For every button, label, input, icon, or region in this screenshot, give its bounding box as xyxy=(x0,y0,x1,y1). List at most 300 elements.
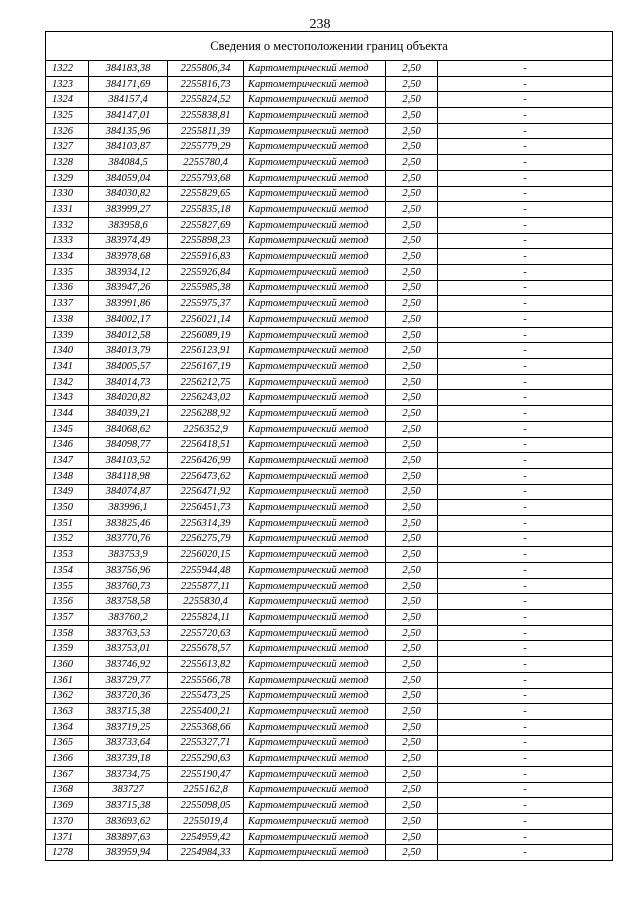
cell-point-number: 1369 xyxy=(46,798,89,814)
cell-description: - xyxy=(438,515,613,531)
table-row xyxy=(46,515,613,531)
cell-coord-x: 383996,1 xyxy=(89,500,168,516)
cell-accuracy: 2,50 xyxy=(386,766,438,782)
cell-point-number: 1337 xyxy=(46,296,89,312)
table-row xyxy=(46,264,613,280)
cell-method: Картометрический метод xyxy=(244,155,386,171)
table-row xyxy=(46,61,613,77)
table-row xyxy=(46,390,613,406)
table-row xyxy=(46,531,613,547)
cell-point-number: 1343 xyxy=(46,390,89,406)
cell-coord-y: 2255835,18 xyxy=(168,202,244,218)
cell-coord-x: 383756,96 xyxy=(89,563,168,579)
cell-description: - xyxy=(438,751,613,767)
cell-description: - xyxy=(438,155,613,171)
cell-accuracy: 2,50 xyxy=(386,672,438,688)
cell-accuracy: 2,50 xyxy=(386,374,438,390)
cell-coord-y: 2256243,02 xyxy=(168,390,244,406)
cell-coord-x: 383739,18 xyxy=(89,751,168,767)
table-row xyxy=(46,610,613,626)
cell-accuracy: 2,50 xyxy=(386,688,438,704)
cell-method: Картометрический метод xyxy=(244,515,386,531)
table-row xyxy=(46,798,613,814)
cell-method: Картометрический метод xyxy=(244,453,386,469)
cell-coord-x: 384020,82 xyxy=(89,390,168,406)
cell-coord-x: 383720,36 xyxy=(89,688,168,704)
cell-coord-x: 384171,69 xyxy=(89,76,168,92)
cell-coord-x: 383734,75 xyxy=(89,766,168,782)
cell-method: Картометрический метод xyxy=(244,845,386,861)
cell-method: Картометрический метод xyxy=(244,766,386,782)
table-row xyxy=(46,766,613,782)
cell-point-number: 1330 xyxy=(46,186,89,202)
cell-coord-x: 384098,77 xyxy=(89,437,168,453)
cell-coord-y: 2255162,8 xyxy=(168,782,244,798)
cell-method: Картометрический метод xyxy=(244,672,386,688)
boundary-coordinates-table xyxy=(45,31,613,861)
cell-point-number: 1332 xyxy=(46,217,89,233)
cell-coord-x: 383897,63 xyxy=(89,829,168,845)
cell-coord-y: 2256451,73 xyxy=(168,500,244,516)
cell-coord-y: 2255985,38 xyxy=(168,280,244,296)
cell-method: Картометрический метод xyxy=(244,719,386,735)
table-body xyxy=(46,61,613,861)
table-row xyxy=(46,594,613,610)
cell-method: Картометрический метод xyxy=(244,123,386,139)
cell-description: - xyxy=(438,123,613,139)
cell-point-number: 1348 xyxy=(46,468,89,484)
cell-coord-y: 2255290,63 xyxy=(168,751,244,767)
cell-accuracy: 2,50 xyxy=(386,390,438,406)
cell-coord-x: 384135,96 xyxy=(89,123,168,139)
cell-method: Картометрический метод xyxy=(244,280,386,296)
cell-method: Картометрический метод xyxy=(244,641,386,657)
cell-coord-x: 384103,52 xyxy=(89,453,168,469)
cell-coord-y: 2254984,33 xyxy=(168,845,244,861)
table-row xyxy=(46,374,613,390)
cell-coord-x: 384157,4 xyxy=(89,92,168,108)
cell-coord-y: 2256471,92 xyxy=(168,484,244,500)
cell-accuracy: 2,50 xyxy=(386,186,438,202)
cell-coord-y: 2256314,39 xyxy=(168,515,244,531)
page-number: 238 xyxy=(309,17,331,32)
cell-description: - xyxy=(438,280,613,296)
table-row xyxy=(46,719,613,735)
cell-accuracy: 2,50 xyxy=(386,641,438,657)
cell-description: - xyxy=(438,92,613,108)
cell-accuracy: 2,50 xyxy=(386,845,438,861)
table-row xyxy=(46,814,613,830)
cell-coord-x: 384012,58 xyxy=(89,327,168,343)
cell-accuracy: 2,50 xyxy=(386,782,438,798)
cell-coord-x: 383719,25 xyxy=(89,719,168,735)
cell-description: - xyxy=(438,719,613,735)
cell-coord-y: 2256212,75 xyxy=(168,374,244,390)
cell-point-number: 1364 xyxy=(46,719,89,735)
cell-point-number: 1351 xyxy=(46,515,89,531)
table-row xyxy=(46,704,613,720)
cell-coord-y: 2255368,66 xyxy=(168,719,244,735)
cell-coord-x: 383753,9 xyxy=(89,547,168,563)
table-row xyxy=(46,672,613,688)
cell-accuracy: 2,50 xyxy=(386,531,438,547)
cell-description: - xyxy=(438,249,613,265)
cell-accuracy: 2,50 xyxy=(386,547,438,563)
table-row xyxy=(46,76,613,92)
cell-method: Картометрический метод xyxy=(244,735,386,751)
cell-accuracy: 2,50 xyxy=(386,327,438,343)
cell-coord-y: 2255944,48 xyxy=(168,563,244,579)
cell-coord-y: 2255678,57 xyxy=(168,641,244,657)
cell-coord-y: 2255473,25 xyxy=(168,688,244,704)
table-row xyxy=(46,312,613,328)
cell-accuracy: 2,50 xyxy=(386,406,438,422)
cell-coord-y: 2255830,4 xyxy=(168,594,244,610)
table-row xyxy=(46,139,613,155)
table-row xyxy=(46,468,613,484)
cell-accuracy: 2,50 xyxy=(386,108,438,124)
cell-accuracy: 2,50 xyxy=(386,264,438,280)
cell-coord-x: 383770,76 xyxy=(89,531,168,547)
table-row xyxy=(46,641,613,657)
cell-point-number: 1352 xyxy=(46,531,89,547)
table-row xyxy=(46,343,613,359)
cell-description: - xyxy=(438,547,613,563)
cell-description: - xyxy=(438,594,613,610)
cell-description: - xyxy=(438,233,613,249)
cell-accuracy: 2,50 xyxy=(386,500,438,516)
cell-accuracy: 2,50 xyxy=(386,437,438,453)
cell-coord-x: 383825,46 xyxy=(89,515,168,531)
table-row xyxy=(46,170,613,186)
cell-coord-y: 2256167,19 xyxy=(168,359,244,375)
cell-point-number: 1323 xyxy=(46,76,89,92)
table-row xyxy=(46,202,613,218)
cell-coord-y: 2256418,51 xyxy=(168,437,244,453)
cell-accuracy: 2,50 xyxy=(386,202,438,218)
cell-description: - xyxy=(438,421,613,437)
cell-point-number: 1360 xyxy=(46,657,89,673)
table-row xyxy=(46,217,613,233)
cell-coord-y: 2255780,4 xyxy=(168,155,244,171)
cell-accuracy: 2,50 xyxy=(386,421,438,437)
table-row xyxy=(46,547,613,563)
cell-point-number: 1335 xyxy=(46,264,89,280)
cell-point-number: 1340 xyxy=(46,343,89,359)
cell-accuracy: 2,50 xyxy=(386,280,438,296)
cell-coord-x: 384118,98 xyxy=(89,468,168,484)
cell-description: - xyxy=(438,782,613,798)
cell-point-number: 1344 xyxy=(46,406,89,422)
cell-method: Картометрический метод xyxy=(244,233,386,249)
cell-point-number: 1366 xyxy=(46,751,89,767)
cell-point-number: 1349 xyxy=(46,484,89,500)
cell-point-number: 1370 xyxy=(46,814,89,830)
cell-point-number: 1324 xyxy=(46,92,89,108)
cell-description: - xyxy=(438,610,613,626)
cell-coord-y: 2255779,29 xyxy=(168,139,244,155)
cell-coord-y: 2255400,21 xyxy=(168,704,244,720)
cell-method: Картометрический метод xyxy=(244,782,386,798)
cell-coord-y: 2255793,68 xyxy=(168,170,244,186)
cell-description: - xyxy=(438,766,613,782)
cell-coord-y: 2256473,62 xyxy=(168,468,244,484)
cell-coord-x: 384103,87 xyxy=(89,139,168,155)
cell-coord-x: 383693,62 xyxy=(89,814,168,830)
cell-coord-x: 383934,12 xyxy=(89,264,168,280)
table-row xyxy=(46,437,613,453)
table-row xyxy=(46,359,613,375)
cell-accuracy: 2,50 xyxy=(386,719,438,735)
table-row xyxy=(46,625,613,641)
cell-description: - xyxy=(438,170,613,186)
table-row xyxy=(46,453,613,469)
cell-coord-x: 383991,86 xyxy=(89,296,168,312)
table-row xyxy=(46,249,613,265)
table-row xyxy=(46,578,613,594)
cell-description: - xyxy=(438,139,613,155)
cell-coord-y: 2255838,81 xyxy=(168,108,244,124)
cell-method: Картометрический метод xyxy=(244,108,386,124)
cell-method: Картометрический метод xyxy=(244,249,386,265)
cell-method: Картометрический метод xyxy=(244,468,386,484)
cell-method: Картометрический метод xyxy=(244,139,386,155)
cell-description: - xyxy=(438,814,613,830)
cell-description: - xyxy=(438,327,613,343)
cell-point-number: 1367 xyxy=(46,766,89,782)
cell-point-number: 1327 xyxy=(46,139,89,155)
cell-coord-x: 384059,04 xyxy=(89,170,168,186)
cell-accuracy: 2,50 xyxy=(386,484,438,500)
table-row xyxy=(46,296,613,312)
cell-method: Картометрический метод xyxy=(244,76,386,92)
cell-coord-y: 2255975,37 xyxy=(168,296,244,312)
cell-accuracy: 2,50 xyxy=(386,312,438,328)
cell-method: Картометрический метод xyxy=(244,202,386,218)
cell-coord-x: 383753,01 xyxy=(89,641,168,657)
table-row xyxy=(46,155,613,171)
cell-coord-y: 2255898,23 xyxy=(168,233,244,249)
cell-point-number: 1334 xyxy=(46,249,89,265)
cell-accuracy: 2,50 xyxy=(386,704,438,720)
cell-description: - xyxy=(438,829,613,845)
cell-description: - xyxy=(438,657,613,673)
cell-coord-y: 2255327,71 xyxy=(168,735,244,751)
cell-coord-y: 2255019,4 xyxy=(168,814,244,830)
table-row xyxy=(46,500,613,516)
cell-point-number: 1363 xyxy=(46,704,89,720)
table-row xyxy=(46,406,613,422)
cell-point-number: 1278 xyxy=(46,845,89,861)
cell-coord-x: 384002,17 xyxy=(89,312,168,328)
cell-description: - xyxy=(438,704,613,720)
cell-accuracy: 2,50 xyxy=(386,139,438,155)
table-row xyxy=(46,845,613,861)
cell-coord-x: 384183,38 xyxy=(89,61,168,77)
cell-coord-x: 383958,6 xyxy=(89,217,168,233)
cell-coord-x: 384074,87 xyxy=(89,484,168,500)
cell-point-number: 1365 xyxy=(46,735,89,751)
cell-point-number: 1361 xyxy=(46,672,89,688)
cell-method: Картометрический метод xyxy=(244,563,386,579)
cell-point-number: 1347 xyxy=(46,453,89,469)
cell-coord-x: 383733,64 xyxy=(89,735,168,751)
cell-coord-x: 383760,73 xyxy=(89,578,168,594)
cell-accuracy: 2,50 xyxy=(386,170,438,186)
cell-coord-y: 2255824,52 xyxy=(168,92,244,108)
cell-description: - xyxy=(438,343,613,359)
cell-point-number: 1355 xyxy=(46,578,89,594)
cell-method: Картометрический метод xyxy=(244,406,386,422)
table-row xyxy=(46,186,613,202)
cell-point-number: 1350 xyxy=(46,500,89,516)
cell-accuracy: 2,50 xyxy=(386,359,438,375)
cell-coord-y: 2256021,14 xyxy=(168,312,244,328)
cell-accuracy: 2,50 xyxy=(386,343,438,359)
cell-point-number: 1339 xyxy=(46,327,89,343)
cell-accuracy: 2,50 xyxy=(386,92,438,108)
cell-accuracy: 2,50 xyxy=(386,76,438,92)
cell-method: Картометрический метод xyxy=(244,625,386,641)
cell-accuracy: 2,50 xyxy=(386,453,438,469)
cell-method: Картометрический метод xyxy=(244,610,386,626)
cell-point-number: 1368 xyxy=(46,782,89,798)
cell-description: - xyxy=(438,672,613,688)
cell-description: - xyxy=(438,359,613,375)
cell-description: - xyxy=(438,453,613,469)
table-row xyxy=(46,280,613,296)
cell-point-number: 1354 xyxy=(46,563,89,579)
cell-coord-y: 2256020,15 xyxy=(168,547,244,563)
cell-coord-x: 384030,82 xyxy=(89,186,168,202)
cell-method: Картометрический метод xyxy=(244,343,386,359)
cell-coord-y: 2256426,99 xyxy=(168,453,244,469)
cell-description: - xyxy=(438,61,613,77)
cell-coord-x: 383974,49 xyxy=(89,233,168,249)
cell-point-number: 1329 xyxy=(46,170,89,186)
cell-point-number: 1362 xyxy=(46,688,89,704)
cell-coord-y: 2255098,05 xyxy=(168,798,244,814)
cell-point-number: 1341 xyxy=(46,359,89,375)
cell-coord-y: 2255613,82 xyxy=(168,657,244,673)
table-row xyxy=(46,782,613,798)
cell-method: Картометрический метод xyxy=(244,704,386,720)
cell-coord-x: 384039,21 xyxy=(89,406,168,422)
cell-accuracy: 2,50 xyxy=(386,249,438,265)
cell-description: - xyxy=(438,217,613,233)
cell-method: Картометрический метод xyxy=(244,688,386,704)
cell-coord-x: 384147,01 xyxy=(89,108,168,124)
cell-method: Картометрический метод xyxy=(244,61,386,77)
cell-accuracy: 2,50 xyxy=(386,814,438,830)
cell-coord-y: 2255720,63 xyxy=(168,625,244,641)
cell-accuracy: 2,50 xyxy=(386,657,438,673)
cell-accuracy: 2,50 xyxy=(386,515,438,531)
cell-method: Картометрический метод xyxy=(244,578,386,594)
cell-accuracy: 2,50 xyxy=(386,217,438,233)
cell-coord-y: 2255190,47 xyxy=(168,766,244,782)
cell-method: Картометрический метод xyxy=(244,829,386,845)
cell-accuracy: 2,50 xyxy=(386,61,438,77)
cell-coord-x: 383715,38 xyxy=(89,704,168,720)
cell-description: - xyxy=(438,845,613,861)
cell-method: Картометрический метод xyxy=(244,547,386,563)
cell-description: - xyxy=(438,625,613,641)
cell-coord-y: 2255829,65 xyxy=(168,186,244,202)
cell-coord-x: 383763,53 xyxy=(89,625,168,641)
cell-coord-x: 383978,68 xyxy=(89,249,168,265)
cell-accuracy: 2,50 xyxy=(386,578,438,594)
cell-method: Картометрический метод xyxy=(244,594,386,610)
cell-coord-x: 384084,5 xyxy=(89,155,168,171)
cell-coord-x: 384068,62 xyxy=(89,421,168,437)
cell-coord-y: 2255816,73 xyxy=(168,76,244,92)
cell-accuracy: 2,50 xyxy=(386,610,438,626)
cell-coord-y: 2255877,11 xyxy=(168,578,244,594)
cell-description: - xyxy=(438,798,613,814)
cell-method: Картометрический метод xyxy=(244,170,386,186)
table-row xyxy=(46,233,613,249)
cell-description: - xyxy=(438,390,613,406)
cell-point-number: 1342 xyxy=(46,374,89,390)
table-row xyxy=(46,735,613,751)
cell-coord-y: 2256089,19 xyxy=(168,327,244,343)
table-row xyxy=(46,688,613,704)
cell-description: - xyxy=(438,437,613,453)
cell-accuracy: 2,50 xyxy=(386,468,438,484)
cell-description: - xyxy=(438,202,613,218)
cell-point-number: 1353 xyxy=(46,547,89,563)
cell-accuracy: 2,50 xyxy=(386,123,438,139)
cell-description: - xyxy=(438,531,613,547)
cell-point-number: 1338 xyxy=(46,312,89,328)
table-row xyxy=(46,421,613,437)
cell-description: - xyxy=(438,406,613,422)
cell-method: Картометрический метод xyxy=(244,421,386,437)
cell-coord-x: 384014,73 xyxy=(89,374,168,390)
cell-description: - xyxy=(438,484,613,500)
cell-method: Картометрический метод xyxy=(244,312,386,328)
cell-coord-x: 383999,27 xyxy=(89,202,168,218)
cell-coord-y: 2255926,84 xyxy=(168,264,244,280)
cell-description: - xyxy=(438,108,613,124)
cell-point-number: 1346 xyxy=(46,437,89,453)
cell-method: Картометрический метод xyxy=(244,186,386,202)
cell-coord-y: 2254959,42 xyxy=(168,829,244,845)
cell-coord-y: 2256288,92 xyxy=(168,406,244,422)
cell-accuracy: 2,50 xyxy=(386,735,438,751)
cell-point-number: 1345 xyxy=(46,421,89,437)
cell-accuracy: 2,50 xyxy=(386,625,438,641)
cell-coord-x: 384005,57 xyxy=(89,359,168,375)
cell-description: - xyxy=(438,500,613,516)
cell-description: - xyxy=(438,374,613,390)
table-row xyxy=(46,327,613,343)
cell-coord-x: 383727 xyxy=(89,782,168,798)
cell-description: - xyxy=(438,468,613,484)
table-row xyxy=(46,751,613,767)
cell-accuracy: 2,50 xyxy=(386,155,438,171)
cell-coord-y: 2255811,39 xyxy=(168,123,244,139)
cell-coord-y: 2256123,91 xyxy=(168,343,244,359)
cell-coord-y: 2255806,34 xyxy=(168,61,244,77)
cell-point-number: 1328 xyxy=(46,155,89,171)
cell-point-number: 1331 xyxy=(46,202,89,218)
cell-method: Картометрический метод xyxy=(244,484,386,500)
cell-description: - xyxy=(438,563,613,579)
cell-description: - xyxy=(438,641,613,657)
cell-accuracy: 2,50 xyxy=(386,798,438,814)
